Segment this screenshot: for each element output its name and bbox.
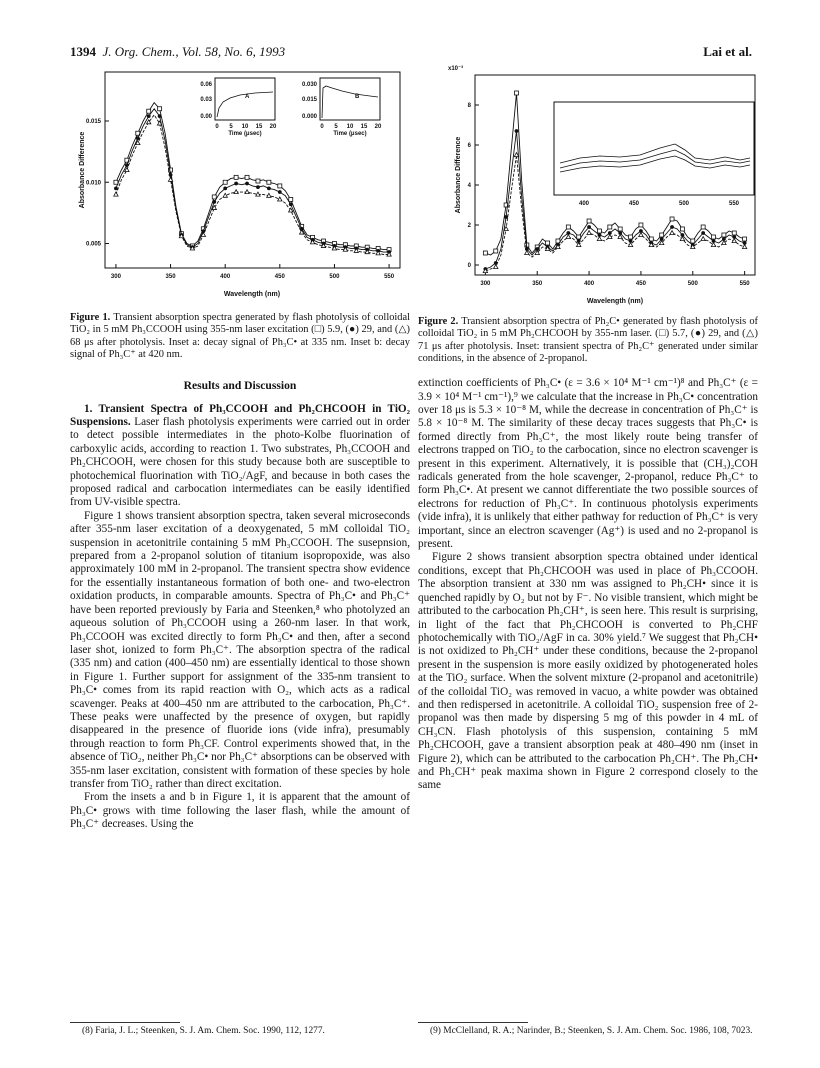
figure-2-caption: Figure 2. Transient absorption spectra of Ph₂C• generated by flash photolysis of colloidal TiO₂ in 5 mM Ph₂CHCOOH by 355-nm laser. (□) 5.7, (●) 29, and (△) 71 μs after photolysis. Inset: transient spectra of Ph₂C⁺ generated under similar conditions, in the absence of 2-propanol.	[418, 316, 758, 364]
figure-1-caption: Figure 1. Transient absorption spectra generated by flash photolysis of colloidal TiO₂ in 5 mM Ph₃CCOOH using 355-nm laser excitation (□) 5.9, (●) 29, and (△) 68 μs after photolysis. Inset a: decay signal of Ph₃C• at 335 nm. Inset b: decay signal of Ph₃C⁺ at 420 nm.	[70, 312, 410, 360]
fig2-scale: x10⁻³	[448, 66, 464, 72]
svg-text:0: 0	[215, 124, 219, 130]
svg-text:Time (μsec): Time (μsec)	[228, 131, 262, 137]
fig1-data-point	[245, 190, 249, 194]
fig2-data-point	[597, 237, 601, 241]
fig2-xtick-label: 400	[584, 281, 595, 287]
fig2-ytick-label: 4	[467, 183, 471, 189]
svg-text:15: 15	[360, 124, 368, 130]
fig2-data-point	[732, 231, 736, 235]
fig1-data-point	[267, 180, 271, 184]
fig2-ytick-label: 2	[467, 223, 471, 229]
fig1-ylabel: Absorbance Difference	[79, 131, 86, 209]
fig1-data-point	[114, 180, 118, 184]
svg-text:0.000: 0.000	[301, 114, 317, 120]
fig2-data-point	[587, 231, 591, 235]
fig2-data-point	[587, 225, 591, 229]
fig2-data-point	[629, 235, 633, 239]
fig1-data-point	[278, 190, 282, 194]
fig1-data-point	[278, 184, 282, 188]
fig2-data-point	[566, 235, 570, 239]
section-title: Results and Discussion	[183, 379, 297, 393]
svg-text:0.015: 0.015	[301, 97, 317, 103]
fig2-data-point	[587, 219, 591, 223]
footnote-8: (8) Faria, J. L.; Steenken, S. J. Am. Chem. Soc. 1990, 112, 1277.	[82, 1026, 325, 1036]
journal-citation: J. Org. Chem., Vol. 58, No. 6, 1993	[102, 44, 286, 59]
fig2-data-point	[608, 235, 612, 239]
svg-text:A: A	[245, 94, 250, 100]
svg-text:0.06: 0.06	[200, 82, 212, 88]
fig2-ytick-label: 6	[467, 143, 471, 149]
svg-text:Time (μsec): Time (μsec)	[333, 131, 367, 137]
fig2-data-point	[701, 237, 705, 241]
fig2-xtick-label: 550	[739, 281, 750, 287]
fig2-ytick-label: 8	[467, 103, 471, 109]
fig1-data-point	[125, 163, 129, 167]
svg-text:15: 15	[255, 124, 263, 130]
fig1-data-point	[289, 202, 293, 206]
fig1-data-point	[147, 109, 151, 113]
fig2-xtick-label: 450	[635, 281, 646, 287]
fig1-data-point	[256, 179, 260, 183]
fig2-xtick-label: 300	[480, 281, 491, 287]
fig1-data-point	[223, 180, 227, 184]
fig1-data-point	[278, 197, 282, 201]
fig2-xtick-label: 350	[532, 281, 543, 287]
subsection-heading: 1. Transient Spectra of Ph₃CCOOH and Ph₂CHCOOH in TiO₂ Suspensions.	[70, 402, 410, 428]
svg-text:0.00: 0.00	[200, 114, 212, 120]
fig1-xtick-label: 450	[274, 274, 285, 280]
svg-text:400: 400	[578, 201, 590, 207]
fig1-data-point	[158, 107, 162, 111]
fig1-data-point	[223, 186, 227, 190]
fig1-ytick-label: 0.010	[85, 180, 101, 187]
fig2-data-point	[701, 225, 705, 229]
fig1-data-point	[267, 193, 271, 197]
svg-text:10: 10	[346, 124, 354, 130]
fig1-xtick-label: 400	[220, 274, 231, 280]
fig2-data-point	[722, 233, 726, 237]
paragraph: 1. Transient Spectra of Ph₃CCOOH and Ph₂CHCOOH in TiO₂ Suspensions. Laser flash photolysis experiments were carried out in order to detect possible intermediates in the photo-Kolbe fluorination of carboxylic acids, according to reaction 1. Two substrates, Ph₃CCOOH and Ph₂CHCOOH, were chosen for this study because both are susceptible to photochemical fluorination with TiO₂/AgF, and because in both cases the proposed radical and carbocation intermediates can be easily identified from UV-visible spectra.	[70, 402, 411, 509]
paragraph: From the insets a and b in Figure 1, it is apparent that the amount of Ph₃C• grows with time following the laser flash, while the amount of Ph₃C⁺ decreases. Using the	[70, 791, 410, 831]
fig2-data-point	[670, 225, 674, 229]
fig2-data-point	[639, 223, 643, 227]
fig2-series-line-2	[485, 131, 744, 269]
svg-text:550: 550	[728, 201, 740, 207]
fig1-data-point	[267, 186, 271, 190]
fig1-data-point	[147, 114, 151, 118]
svg-text:20: 20	[374, 124, 382, 130]
svg-text:B: B	[355, 94, 360, 100]
fig1-data-point	[114, 192, 118, 196]
fig2-data-point	[670, 217, 674, 221]
fig2-data-point	[639, 233, 643, 237]
fig2-data-point	[618, 227, 622, 231]
fig2-data-point	[712, 235, 716, 239]
fig2-data-point	[722, 241, 726, 245]
fig2-data-point	[597, 229, 601, 233]
svg-text:0: 0	[320, 124, 324, 130]
fig2-data-point	[680, 227, 684, 231]
svg-text:10: 10	[241, 124, 249, 130]
paragraph: Figure 1 shows transient absorption spectra, taken several microseconds after 355-nm laser excitation of a deoxygenated, 5 mM colloidal TiO₂ suspension in acetonitrile containing 5 mM Ph₃CCOOH. The susepnsion, prepared from a 2-propanol solution of titanium isopropoxide, was also approximately 100 mM in 2-propanol. The transient spectra show evidence for the essentially instantaneous formation of both one- and two-electron oxidation products, in comparable amounts. Spectra of Ph₃C• and Ph₃C⁺ have been reported previously by Faria and Steenken,⁸ who photolyzed an aqueous solution of Ph₃CCOOH using a 260-nm laser. In that work, Ph₃CCOOH was excited directly to form Ph₃C• and then, after a second laser shot, ionized to form Ph₃C⁺. The absorption spectra of the radical (335 nm) and cation (400–450 nm) are essentially identical to those shown in Figure 1. Further support for assignment of the 335-nm transient to Ph₃C• comes from its rapid reaction with O₂, which acts as a radical scavenger. Peaks at 400–450 nm are attributed to the carbocation, Ph₃C⁺. These peaks were unaffected by the presence of oxygen, but rapidly disappeared in the presence of fluoride ions (vide infra), presumably through reaction to form Ph₃CF. Control experiments showed that, in the absence of TiO₂, neither Ph₃C• nor Ph₃C⁺ absorptions can be observed with 355-nm laser excitation, consistent with formation of these species by hole transfer from TiO₂ rather than direct excitation.	[70, 509, 410, 790]
page-number: 1394 J. Org. Chem., Vol. 58, No. 6, 1993	[70, 44, 286, 59]
fig2-data-point	[711, 243, 715, 247]
fig1-inset-b	[302, 78, 382, 137]
svg-text:500: 500	[678, 201, 690, 207]
fig2-xlabel: Wavelength (nm)	[586, 298, 644, 305]
fig1-data-point	[245, 182, 249, 186]
svg-text:5: 5	[229, 124, 233, 130]
fig1-data-point	[212, 200, 216, 204]
paragraph: Figure 2 shows transient absorption spectra obtained under identical conditions, except that Ph₂CHCOOH was used in place of Ph₃CCOOH. The absorption transient at 330 nm was assigned to Ph₂CH• since it is quenched rapidly by O₂ but not by F⁻. No visible transient, which might be attributed to the carbocation Ph₂CH⁺, is seen here. This result is surprising, in light of the fact that Ph₂CHCOOH is converted to Ph₂CHF photochemically with TiO₂/AgF in ca. 30% yield.⁷ We suggest that Ph₂CH• is not oxidized to Ph₂CH⁺ under these conditions, because the 2-propanol present in the suspension is more easily oxidized by photogenerated holes at the TiO₂ surface. When the solvent mixture (2-propanol and acetonitrile) of the colloidal TiO₂ was removed in vacuo, a white powder was obtained and then redispersed in acetonitrile. A colloidal TiO₂ suspension free of 2-propanol was then made by dispersing 5 mg of this powder in 4 mL of CH₃CN. Flash photolysis of this suspension, containing 5 mM Ph₂CHCOOH, gave a transient absorption peak at 480–490 nm (inset in Figure 2), which can be attributed to the carbocation Ph₂CH⁺. The Ph₂CH• and Ph₂CH⁺ peak maxima shown in Figure 2 correspond closely to the same	[418, 551, 758, 792]
svg-text:450: 450	[628, 201, 640, 207]
figure-2-chart	[440, 60, 760, 310]
fig2-data-point	[628, 243, 632, 247]
fig1-xtick-label: 500	[329, 274, 340, 280]
fig2-data-point	[494, 265, 498, 269]
fig1-xtick-label: 550	[384, 274, 395, 280]
fig2-data-point	[660, 233, 664, 237]
fig2-data-point	[546, 241, 550, 245]
fig2-data-point	[566, 225, 570, 229]
fig1-data-point	[234, 182, 238, 186]
svg-text:0.03: 0.03	[200, 97, 212, 103]
fig2-data-point	[515, 129, 519, 133]
fig2-data-point	[514, 91, 518, 95]
fig2-data-point	[742, 245, 746, 249]
fig1-inset-a	[200, 78, 277, 137]
svg-text:0.030: 0.030	[301, 82, 317, 88]
fig2-inset	[554, 102, 754, 207]
footnote-9: (9) McClelland, R. A.; Narinder, B.; Steenken, S. J. Am. Chem. Soc. 1986, 108, 7023.	[430, 1026, 753, 1036]
fig2-data-point	[483, 251, 487, 255]
fig1-data-point	[245, 175, 249, 179]
fig1-plot-frame	[105, 72, 400, 268]
fig1-data-point	[234, 175, 238, 179]
fig1-data-point	[223, 193, 227, 197]
paragraph: extinction coefficients of Ph₃C• (ε = 3.6 × 10⁴ M⁻¹ cm⁻¹)⁸ and Ph₃C⁺ (ε = 3.9 × 10⁴ M⁻¹ cm⁻¹),⁹ we calculate that the increase in Ph₃C• concentration over 18 μs is 5.3 × 10⁻⁸ M, while the decrease in concentration of Ph₃C⁺ is 5.8 × 10⁻⁸ M. The similarity of these decay traces suggests that Ph₃C• is formed directly from Ph₃C⁺, the most likely route being transfer of electrons trapped on TiO₂ to the carbocation, since no electron scavenger is present in this experiment. Alternatively, it is possible that (CH₃)₂COH radicals generated from the hole scavenger, 2-propanol, reduce Ph₃C⁺ to form Ph₃C•. At present we cannot differentiate the two possible sources of electrons for reduction of Ph₃C⁺. In continuous photolysis experiments (vide infra), it is unlikely that either pathway for reduction of Ph₃C⁺ is very important, since an electron scavenger (Ag⁺) is used and no 2-propanol is present.	[418, 377, 758, 551]
svg-text:5: 5	[334, 124, 338, 130]
fig1-ytick-label: 0.005	[85, 241, 101, 248]
fig2-data-point	[494, 249, 498, 253]
fig2-ytick-label: 0	[467, 263, 471, 269]
fig2-series-line-1	[485, 93, 744, 255]
fig2-data-point	[670, 231, 674, 235]
fig1-data-point	[289, 197, 293, 201]
fig1-xlabel: Wavelength (nm)	[223, 291, 281, 298]
fig2-ylabel: Absorbance Difference	[455, 136, 462, 214]
fig2-data-point	[608, 225, 612, 229]
fig1-data-point	[234, 190, 238, 194]
fig1-xtick-label: 350	[165, 274, 176, 280]
figure-1-chart	[70, 68, 410, 308]
fig1-xtick-label: 300	[110, 274, 121, 280]
svg-text:20: 20	[269, 124, 277, 130]
fig2-xtick-label: 500	[687, 281, 698, 287]
right-column	[418, 316, 758, 793]
fig1-ytick-label: 0.015	[85, 119, 101, 125]
fig2-data-point	[701, 231, 705, 235]
fig1-data-point	[256, 192, 260, 196]
fig1-data-point	[256, 185, 260, 189]
fig2-data-point	[743, 237, 747, 241]
fig1-data-point	[158, 114, 162, 118]
authors: Lai et al.	[703, 44, 752, 59]
fig1-data-point	[212, 195, 216, 199]
fig2-data-point	[691, 239, 695, 243]
fig2-data-point	[732, 239, 736, 243]
left-column	[70, 312, 410, 832]
